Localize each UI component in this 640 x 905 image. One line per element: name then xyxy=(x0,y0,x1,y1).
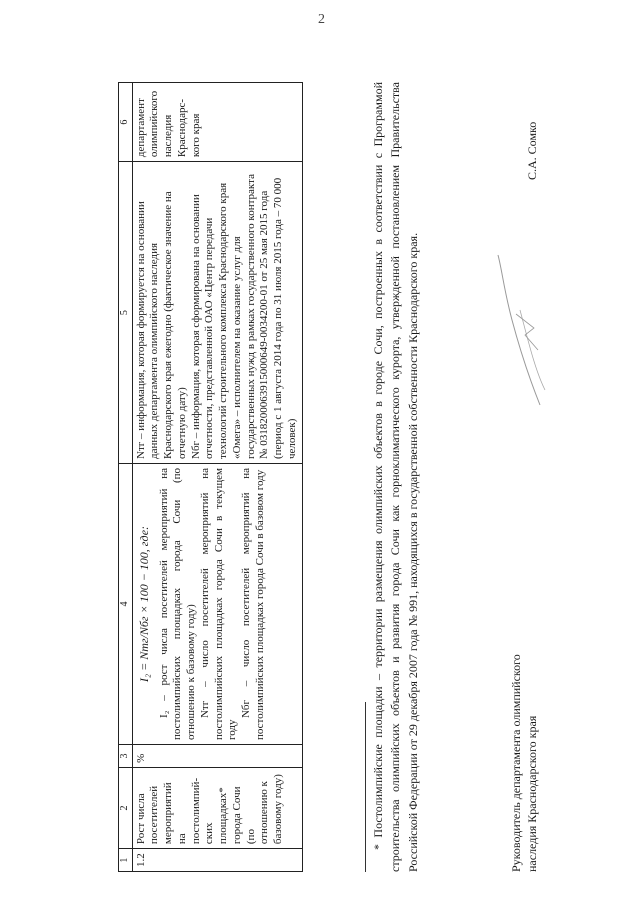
responsible: департамент олимпийского наследия Краснодарс-кого края xyxy=(132,83,302,162)
table-header-row xyxy=(119,83,133,872)
signatory-title-line1: Руководитель департамента олимпийского xyxy=(509,654,523,872)
definition-i2: I₂ – рост числа посетителей мероприятий на постолимпийских площадках города Сочи (по отношению к базовому году) xyxy=(157,468,197,741)
rotated-page-content xyxy=(20,20,620,880)
source-ntg: Nтг – информация, которая формируется на основании данных департамента олимпийского наследия Краснодарского края ежегодно (фактическое значение на отчетную дату) xyxy=(134,191,188,459)
definition-ntg: Nтг – число посетителей мероприятий на постолимпийских площадках города Сочи в текущем году xyxy=(198,468,239,741)
row-number: 1.2 xyxy=(132,849,302,872)
header-cell: 4 xyxy=(119,464,133,745)
indicator-table xyxy=(118,82,303,872)
indicator-name: Рост числа посетителей мероприятий на постолимпий-ских площадках* города Сочи (по отношению к базовому году) xyxy=(132,767,302,848)
source-nbg: Nбг – информация, которая сформирована на основании отчетности, представленной ОАО «Центр передачи технологий строительного комплекса Краснодарского края «Омега» – исполнителем на оказание услуг для государственных нужд в рамках государственного контракта № 0318200063915000649-0034200-01 от 25 мая 2015 года (период с 1 августа 2014 года по 31 июля 2015 года – 70 000 человек) xyxy=(189,174,298,459)
header-cell: 6 xyxy=(119,83,133,162)
signatory-name: С.А. Сомко xyxy=(525,121,539,180)
data-source xyxy=(132,162,302,464)
header-cell: 3 xyxy=(119,745,133,768)
footnote: * Постолимпийские площадки – территории размещения олимпийских объектов в городе Сочи, построенных в соответствии с Программой строительства олимпийских объектов и развития города Сочи как горноклиматического курорта, утвержденной постановлением Правительства Российской Федерации от 29 декабря 2007 года № 991, находящихся в государственной собственности Краснодарского края. xyxy=(371,82,420,872)
header-cell: 1 xyxy=(119,849,133,872)
handwritten-signature xyxy=(490,250,550,410)
unit: % xyxy=(132,745,302,768)
header-cell: 2 xyxy=(119,767,133,848)
table-row xyxy=(132,83,302,872)
header-cell: 5 xyxy=(119,162,133,464)
signatory-title-line2: наследия Краснодарского края xyxy=(525,715,540,872)
formula: I₂ = Nтг/Nбг × 100 − 100, где: xyxy=(136,525,151,683)
definition-nbg: Nбг – число посетителей мероприятий на постолимпийских площадках города Сочи в базовом году xyxy=(240,468,266,741)
page-number: 2 xyxy=(318,12,325,27)
footnote-rule xyxy=(365,702,366,872)
calculation-method xyxy=(132,464,302,745)
signatory-title xyxy=(508,512,540,872)
